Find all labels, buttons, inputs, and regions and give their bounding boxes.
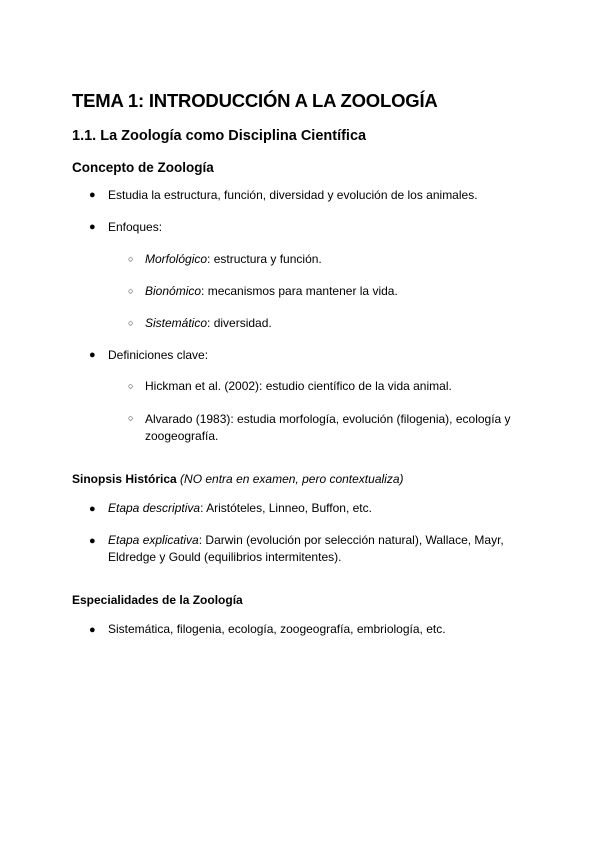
list-item-especialidades: Sistemática, filogenia, ecología, zoogeografía, embriología, etc. bbox=[108, 622, 446, 636]
sinopsis-note: (NO entra en examen, pero contextualiza) bbox=[180, 472, 404, 486]
page-title: TEMA 1: INTRODUCCIÓN A LA ZOOLOGÍA bbox=[72, 90, 438, 111]
bullet-hollow: ○ bbox=[128, 318, 134, 328]
list-item-enfoques: Enfoques: bbox=[108, 220, 163, 234]
sinopsis-title: Sinopsis Histórica bbox=[72, 472, 177, 486]
list-item-estudia: Estudia la estructura, función, diversidad y evolución de los animales. bbox=[108, 188, 478, 202]
bullet-filled: ● bbox=[89, 503, 96, 515]
sublist-item-alvarado: Alvarado (1983): estudia morfología, evolución (filogenia), ecología y bbox=[145, 412, 511, 426]
section-heading: 1.1. La Zoología como Disciplina Científica bbox=[72, 128, 367, 144]
bullet-hollow: ○ bbox=[128, 254, 134, 264]
desc-morfologico: : estructura y función. bbox=[207, 252, 322, 266]
list-item-explicativa-cont: Eldredge y Gould (equilibrios intermitentes). bbox=[108, 550, 342, 564]
especialidades-heading: Especialidades de la Zoología bbox=[72, 593, 243, 607]
list-item-explicativa bbox=[108, 532, 504, 549]
bullet-filled: ● bbox=[89, 624, 96, 636]
desc-sistematico: : diversidad. bbox=[207, 316, 272, 330]
sublist-item-hickman: Hickman et al. (2002): estudio científico de la vida animal. bbox=[145, 379, 452, 393]
sublist-item-alvarado-cont: zoogeografía. bbox=[145, 429, 219, 443]
term-descriptiva: Etapa descriptiva bbox=[108, 501, 201, 515]
term-bionomico: Bionómico bbox=[145, 284, 202, 298]
term-sistematico: Sistemático bbox=[145, 316, 208, 330]
list-item-descriptiva bbox=[108, 500, 372, 517]
term-morfologico: Morfológico bbox=[145, 252, 208, 266]
bullet-hollow: ○ bbox=[128, 286, 134, 296]
concepto-heading: Concepto de Zoología bbox=[72, 160, 214, 175]
desc-descriptiva: : Aristóteles, Linneo, Buffon, etc. bbox=[200, 501, 372, 515]
desc-explicativa: : Darwin (evolución por selección natural), Wallace, Mayr, bbox=[198, 533, 504, 547]
sinopsis-heading bbox=[72, 472, 404, 486]
desc-bionomico: : mecanismos para mantener la vida. bbox=[201, 284, 398, 298]
term-explicativa: Etapa explicativa bbox=[108, 533, 199, 547]
bullet-filled: ● bbox=[89, 221, 96, 233]
list-item-definiciones: Definiciones clave: bbox=[108, 348, 209, 362]
bullet-hollow: ○ bbox=[128, 413, 134, 423]
sublist-item-sistematico bbox=[145, 315, 272, 332]
sublist-item-bionomico bbox=[145, 283, 398, 300]
bullet-filled: ● bbox=[89, 189, 96, 201]
sublist-item-morfologico bbox=[145, 251, 322, 268]
bullet-hollow: ○ bbox=[128, 381, 134, 391]
bullet-filled: ● bbox=[89, 349, 96, 361]
bullet-filled: ● bbox=[89, 535, 96, 547]
